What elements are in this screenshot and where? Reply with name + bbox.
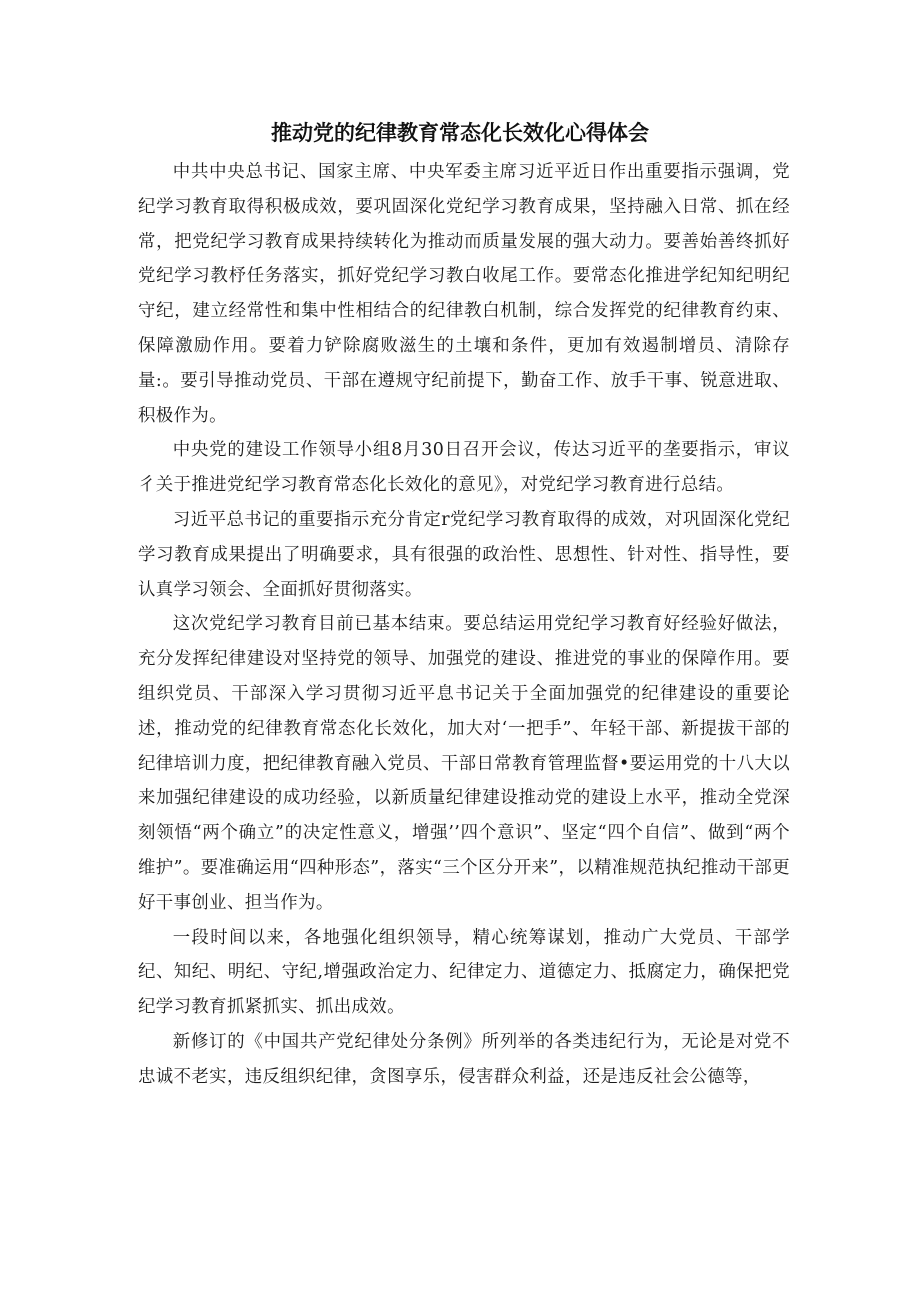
paragraph: 中共中央总书记、国家主席、中央军委主席习近平近日作出重要指示强调，党纪学习教育取得积极成效，要巩固深化党纪学习教育成果，坚持融入日常、抓在经常，把党纪学习教育成果持续转化为推动而质量发展的强大动力。要善始善终抓好党纪学习教杼任务落实，抓好党纪学习教白收尾工作。要常态化推进学纪知纪明纪守纪，建立经常性和集中性相结合的纪律教白机制，综合发挥党的纪律教育约束、保障激励作用。要着力铲除腐败滋生的土壤和条件，更加有效遏制增员、清除存量:。要引导推动党员、干部在遵规守纪前提下，勤奋工作、放手干事、锐意进取、积极作为。 [138,162,790,426]
paragraph: 这次党纪学习教育目前已基本结束。要总结运用党纪学习教育好经验好做法，充分发挥纪律建设对坚持党的领导、加强党的建设、推进党的事业的保障作用。要组织党员、干部深入学习贯彻习近平息书记关于全面加强党的纪律建设的重要论述，推动党的纪律教育常态化长效化，加大对‘一把手”、年轻干部、新提拔干部的纪律培训力度，把纪律教育融入党员、干部日常教育管理监督•要运用党的十八大以来加强纪律建设的成功经验，以新质量纪律建设推动党的建设上水平，推动全党深刻领悟“两个确立”的决定性意义，增强’’四个意识”、坚定“四个自信”、做到“两个维护”。要准确运用“四种形态”，落实“三个区分开来”，以精准规范执纪推动干部更好干事创业、担当作为。 [138,614,790,913]
paragraph: 新修订的《中国共产党纪律处分条例》所列举的各类违纪行为，无论是对党不忠诚不老实，违反组织纪律，贪图享乐，侵害群众利益，还是违反社会公德等， [138,1031,790,1087]
paragraph: 习近平总书记的重要指示充分肯定r党纪学习教育取得的成效，对巩固深化党纪学习教育成果提出了明确要求，具有很强的政治性、思想性、针对性、指导性，要认真学习领会、全面抓好贯彻落实。 [138,509,790,600]
paragraph: 中央党的建设工作领导小组8月30日召开会议，传达习近平的垄要指示，审议彳关于推进党纪学习教育常态化长效化的意见》，对党纪学习教育进行总结。 [138,440,790,496]
paragraph: 一段时间以来，各地强化组织领导，精心统筹谋划，推动广大党员、干部学纪、知纪、明纪、守纪,增强政治定力、纪律定力、道德定力、抵腐定力，确保把党纪学习教育抓紧抓实、抓出成效。 [138,927,790,1018]
document-title: 推动党的纪律教育常态化长效化心得体会 [271,121,649,145]
document-body [138,155,790,1095]
